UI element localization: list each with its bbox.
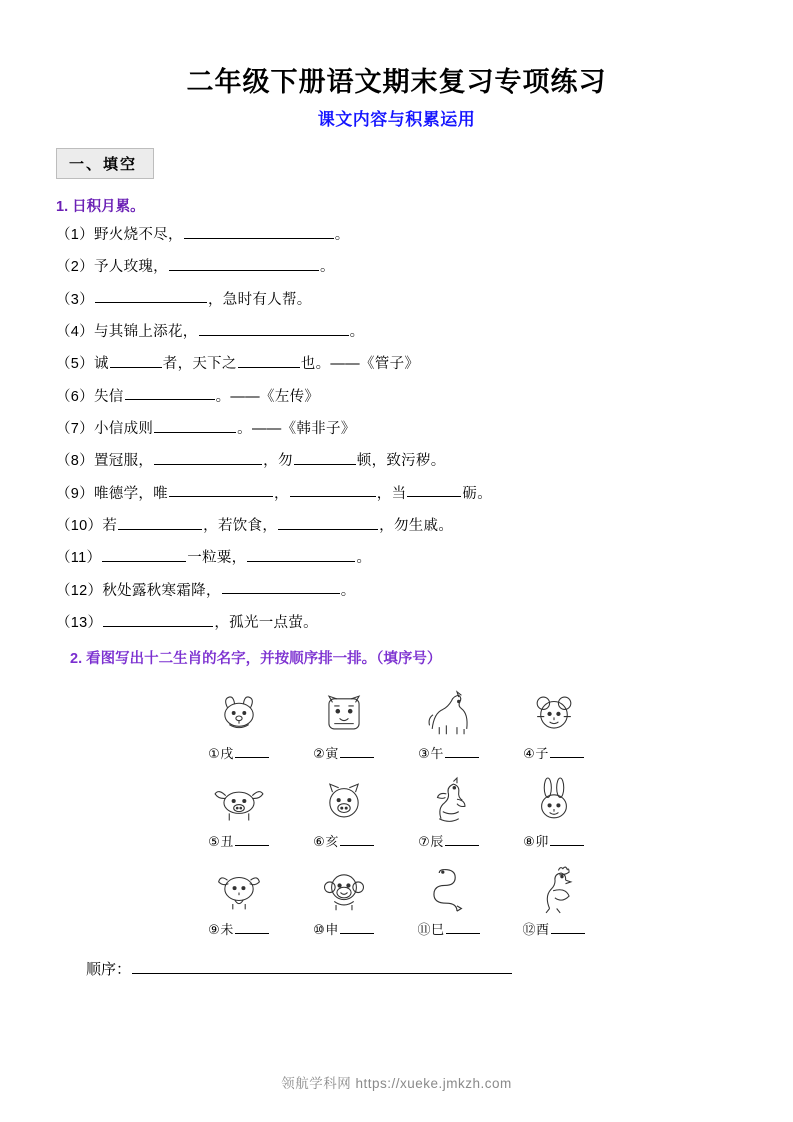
zodiac-answer-blank[interactable]	[340, 921, 374, 934]
answer-blank[interactable]	[294, 450, 356, 465]
item-text: ，孤光一点萤。	[214, 614, 318, 631]
item-text: ，	[273, 485, 289, 502]
item-text: 秋处露秋寒霜降，	[102, 582, 221, 599]
zodiac-branch-char: 丑	[220, 834, 234, 850]
zodiac-answer-blank[interactable]	[235, 921, 269, 934]
zodiac-number: ③	[418, 746, 431, 762]
zodiac-branch-char: 卯	[535, 834, 549, 850]
zodiac-number: ②	[313, 746, 326, 762]
rabbit-icon	[519, 773, 589, 829]
fill-blank-item	[56, 289, 737, 310]
item-text: 予人玫瑰，	[93, 259, 168, 276]
zodiac-cell	[397, 852, 502, 940]
zodiac-label	[313, 831, 375, 850]
zodiac-number: ⑤	[208, 834, 221, 850]
zodiac-label	[522, 919, 585, 938]
item-text: （5）	[56, 356, 94, 373]
item-text: （6）	[56, 388, 94, 405]
fill-blank-item	[56, 580, 737, 601]
zodiac-branch-char: 戌	[220, 746, 234, 762]
zodiac-cell	[502, 764, 607, 852]
item-text: ，若饮食，	[203, 517, 278, 534]
answer-blank[interactable]	[125, 386, 215, 401]
monkey-icon	[309, 861, 379, 917]
answer-blank[interactable]	[199, 321, 349, 336]
ox-icon	[204, 773, 274, 829]
fill-blank-item	[56, 353, 737, 374]
zodiac-branch-char: 亥	[325, 834, 339, 850]
zodiac-answer-blank[interactable]	[550, 745, 584, 758]
zodiac-cell	[187, 676, 292, 764]
item-text: （13）	[56, 614, 103, 631]
dog-icon	[204, 685, 274, 741]
item-text: 顿，致污秽。	[356, 453, 446, 470]
zodiac-label	[208, 919, 270, 938]
item-text: 。——《左传》	[215, 388, 320, 405]
answer-blank[interactable]	[184, 224, 334, 239]
zodiac-label	[523, 831, 585, 850]
item-text: （1）	[56, 226, 94, 243]
fill-blank-item	[56, 386, 737, 407]
answer-blank[interactable]	[278, 515, 378, 530]
item-text: （12）	[56, 582, 103, 599]
zodiac-number: ⑦	[418, 834, 431, 850]
snake-icon	[414, 861, 484, 917]
zodiac-cell	[502, 852, 607, 940]
item-text: 一粒粟，	[187, 550, 247, 567]
zodiac-answer-blank[interactable]	[551, 921, 585, 934]
zodiac-cell	[397, 676, 502, 764]
item-text: 小信成则	[93, 420, 154, 437]
answer-blank[interactable]	[110, 353, 162, 368]
answer-blank[interactable]	[407, 483, 461, 498]
zodiac-label	[523, 743, 585, 762]
page-subtitle: 课文内容与积累运用	[317, 110, 476, 129]
horse-icon	[414, 685, 484, 741]
item-text: （3）	[56, 291, 94, 308]
zodiac-answer-blank[interactable]	[235, 745, 269, 758]
zodiac-cell	[502, 676, 607, 764]
zodiac-answer-blank[interactable]	[340, 745, 374, 758]
answer-blank[interactable]	[154, 418, 236, 433]
zodiac-number: ④	[523, 746, 536, 762]
item-text: 。	[334, 226, 350, 243]
zodiac-cell	[292, 676, 397, 764]
order-answer-row	[86, 958, 737, 979]
item-text: 诚	[93, 356, 109, 373]
zodiac-cell	[397, 764, 502, 852]
zodiac-number: ⑧	[523, 834, 536, 850]
zodiac-branch-char: 申	[325, 922, 339, 938]
zodiac-number: ⑪	[417, 922, 431, 938]
fill-blank-item	[56, 321, 737, 342]
item-text: （10）	[56, 517, 103, 534]
fill-blank-item	[56, 224, 737, 245]
goat-icon	[204, 861, 274, 917]
tiger-icon	[309, 685, 379, 741]
answer-blank[interactable]	[95, 289, 207, 304]
zodiac-cell	[292, 852, 397, 940]
item-text: 。	[349, 323, 365, 340]
fill-blank-item	[56, 483, 737, 504]
pig-icon	[309, 773, 379, 829]
fill-blank-item	[56, 515, 737, 536]
zodiac-grid-wrapper	[56, 676, 737, 940]
zodiac-number: ⑫	[522, 922, 536, 938]
item-text: 置冠服，	[93, 453, 154, 470]
zodiac-answer-blank[interactable]	[445, 833, 479, 846]
fill-blank-item	[56, 547, 737, 568]
item-text: ，勿	[263, 453, 293, 470]
item-text: （11）	[56, 550, 102, 567]
zodiac-branch-char: 酉	[536, 922, 550, 938]
item-text: （9）	[56, 485, 94, 502]
footer-watermark: 领航学科网 https://xueke.jmkzh.com	[281, 1076, 512, 1091]
zodiac-number: ⑩	[313, 922, 326, 938]
item-text: 与其锦上添花，	[93, 323, 198, 340]
answer-blank[interactable]	[247, 547, 355, 562]
zodiac-answer-blank[interactable]	[235, 833, 269, 846]
item-text: （2）	[56, 259, 94, 276]
zodiac-branch-char: 巳	[431, 922, 445, 938]
zodiac-answer-blank[interactable]	[445, 745, 479, 758]
section-header: 一、填空	[56, 148, 154, 179]
answer-blank[interactable]	[222, 580, 340, 595]
order-label: 顺序：	[86, 961, 132, 979]
zodiac-grid	[187, 676, 607, 940]
answer-blank[interactable]	[118, 515, 202, 530]
zodiac-cell	[187, 764, 292, 852]
zodiac-label	[417, 919, 480, 938]
item-text: 失信	[93, 388, 124, 405]
fill-blank-item	[56, 256, 737, 277]
item-text: 唯德学，唯	[93, 485, 168, 502]
question-1-title: 1. 日积月累。	[56, 199, 145, 215]
item-text: 若	[102, 517, 118, 534]
zodiac-branch-char: 子	[535, 746, 549, 762]
item-text: （7）	[56, 420, 94, 437]
zodiac-number: ⑨	[208, 922, 221, 938]
fill-blank-item	[56, 418, 737, 439]
item-text: （8）	[56, 453, 94, 470]
answer-blank[interactable]	[103, 612, 213, 627]
item-text: 也。——《管子》	[300, 356, 420, 373]
zodiac-cell	[292, 764, 397, 852]
item-text: ，勿生戚。	[379, 517, 454, 534]
fill-blank-item	[56, 612, 737, 633]
order-blank[interactable]	[132, 959, 512, 974]
answer-blank[interactable]	[169, 256, 319, 271]
zodiac-number: ⑥	[313, 834, 326, 850]
zodiac-branch-char: 午	[430, 746, 444, 762]
item-text: 。	[356, 550, 372, 567]
zodiac-label	[418, 831, 480, 850]
zodiac-answer-blank[interactable]	[550, 833, 584, 846]
rat-icon	[519, 685, 589, 741]
item-text: 。	[340, 582, 356, 599]
item-text: 砺。	[462, 485, 492, 502]
item-text: 。	[319, 259, 335, 276]
zodiac-cell	[187, 852, 292, 940]
zodiac-branch-char: 未	[220, 922, 234, 938]
question-1-items	[56, 224, 737, 633]
answer-blank[interactable]	[102, 547, 186, 562]
item-text: ，当	[376, 485, 407, 502]
item-text: 者，天下之	[162, 356, 237, 373]
item-text: ，急时有人帮。	[207, 291, 312, 308]
zodiac-branch-char: 辰	[430, 834, 444, 850]
zodiac-label	[313, 919, 375, 938]
zodiac-label	[208, 743, 270, 762]
page-title: 二年级下册语文期末复习专项练习	[186, 67, 607, 97]
zodiac-answer-blank[interactable]	[340, 833, 374, 846]
zodiac-label	[208, 831, 270, 850]
answer-blank[interactable]	[238, 353, 300, 368]
dragon-icon	[414, 773, 484, 829]
item-text: 野火烧不尽，	[93, 226, 183, 243]
zodiac-number: ①	[208, 746, 221, 762]
rooster-icon	[519, 861, 589, 917]
answer-blank[interactable]	[154, 450, 262, 465]
fill-blank-item	[56, 450, 737, 471]
item-text: 。——《韩非子》	[237, 420, 356, 437]
zodiac-label	[313, 743, 375, 762]
item-text: （4）	[56, 323, 94, 340]
zodiac-answer-blank[interactable]	[446, 921, 480, 934]
zodiac-branch-char: 寅	[325, 746, 339, 762]
zodiac-label	[418, 743, 480, 762]
answer-blank[interactable]	[290, 483, 376, 498]
answer-blank[interactable]	[169, 483, 273, 498]
question-2-title: 2. 看图写出十二生肖的名字，并按顺序排一排。（填序号）	[70, 651, 442, 668]
